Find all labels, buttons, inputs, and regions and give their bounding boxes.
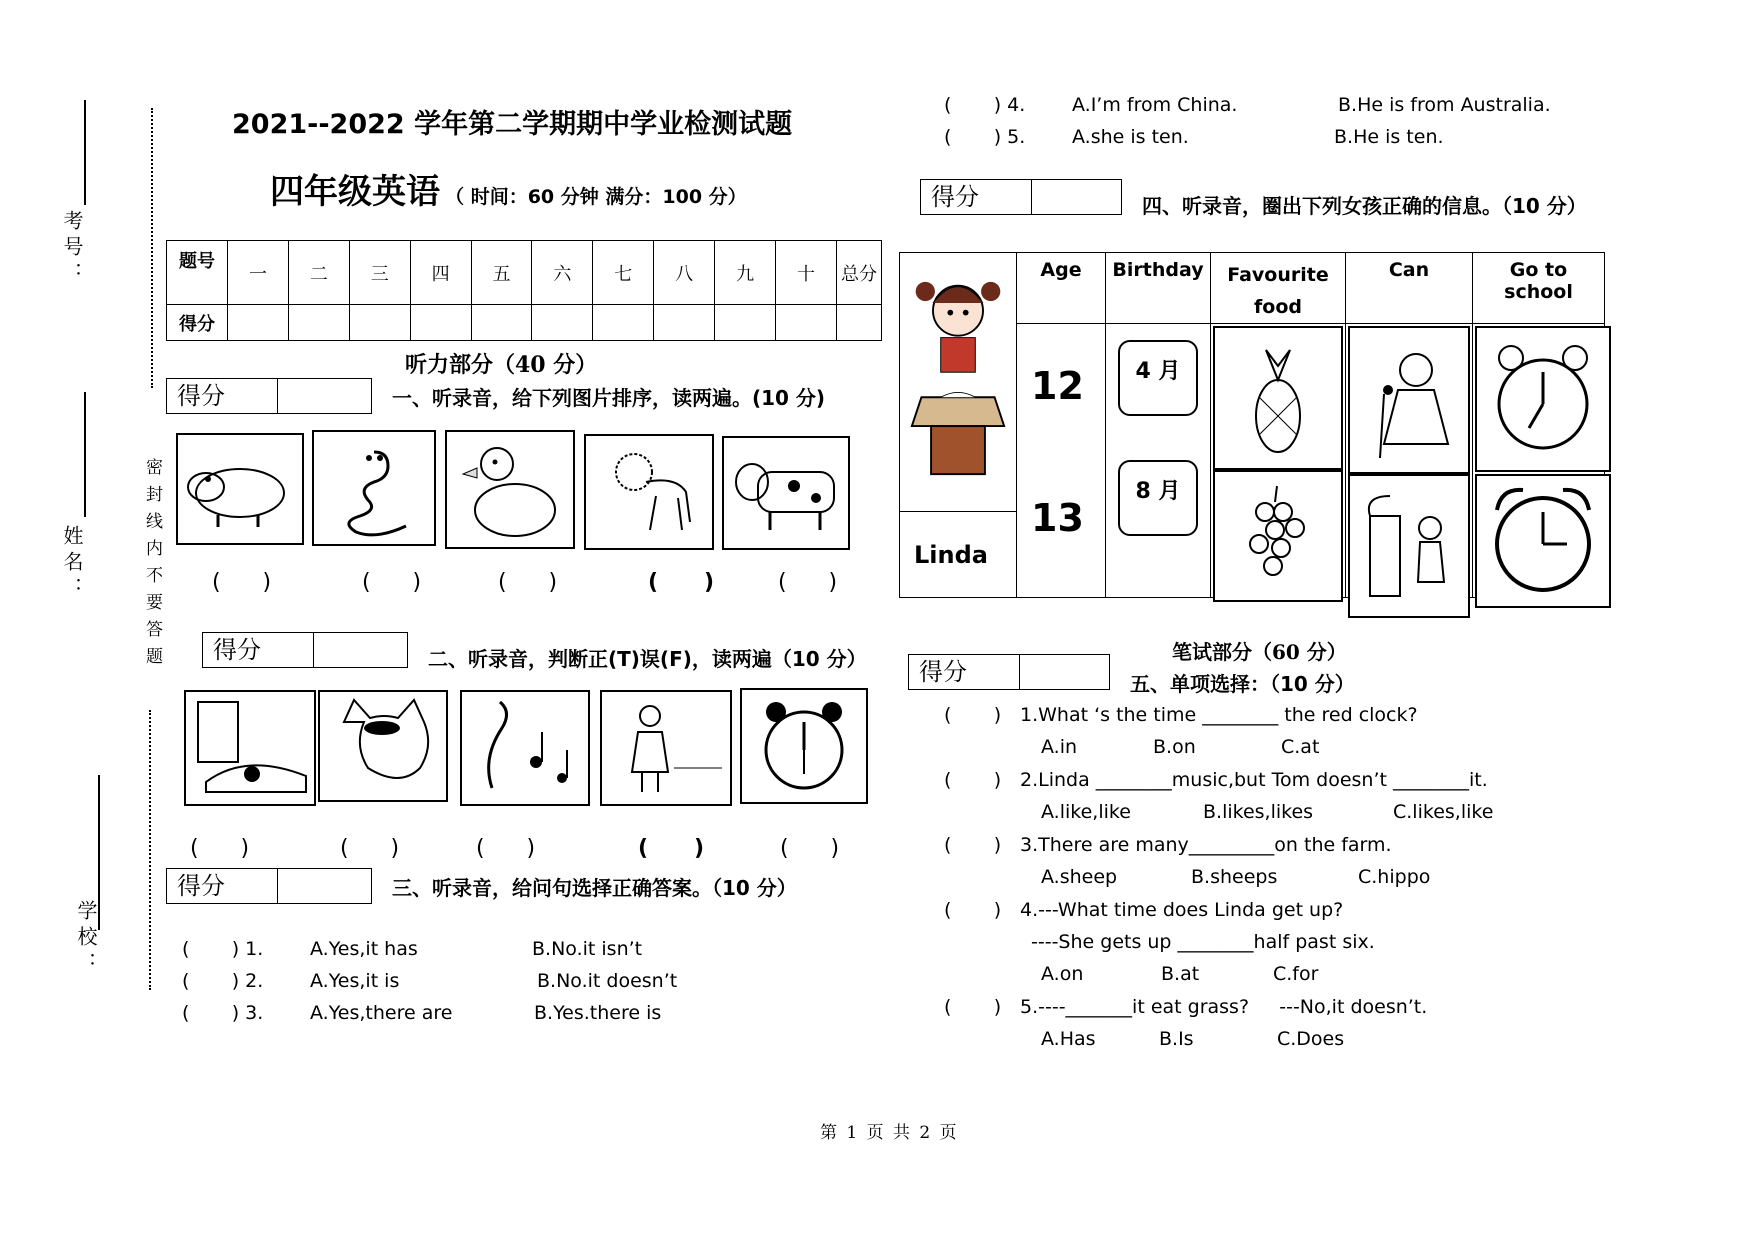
seal-dotted-line-bottom — [149, 710, 151, 990]
question-number: 5. — [1007, 126, 1026, 148]
birthday-option-april[interactable]: 4 月 — [1118, 340, 1198, 416]
clock-three-picture[interactable] — [1475, 474, 1611, 608]
score-col: 七 — [593, 241, 654, 305]
score-box-part1[interactable] — [166, 378, 372, 414]
birthday-cell — [1106, 324, 1211, 598]
linda-info-table — [899, 252, 1605, 598]
score-box-label: 得分 — [167, 379, 278, 413]
option-b: B.likes,likes — [1203, 801, 1314, 823]
option-b: B.He is ten. — [1334, 126, 1444, 148]
answer-paren[interactable]: ( ) — [638, 836, 705, 861]
subject-name: 四年级英语 — [270, 172, 440, 212]
birthday-option-august[interactable]: 8 月 — [1118, 460, 1198, 536]
score-cell[interactable] — [593, 305, 654, 341]
part1-title: 一、听录音，给下列图片排序，读两遍。(10 分) — [392, 386, 826, 410]
option-a: A.Yes,it is — [310, 970, 400, 992]
answer-paren[interactable]: ( ) — [944, 94, 1002, 116]
score-cell[interactable] — [776, 305, 837, 341]
age-option-13[interactable]: 13 — [1031, 496, 1084, 540]
answer-paren[interactable]: ( ) — [182, 970, 240, 992]
option-a: A.sheep — [1041, 866, 1118, 888]
score-box-label: 得分 — [909, 655, 1020, 689]
sleeping-picture — [184, 690, 316, 806]
option-b: B.He is from Australia. — [1338, 94, 1551, 116]
can-cell — [1346, 324, 1473, 598]
answer-paren[interactable]: ( ) — [182, 938, 240, 960]
score-table-row1-label: 题号 — [167, 241, 228, 305]
exam-no-label: 考号： — [60, 210, 84, 288]
page-number: 第 1 页 共 2 页 — [820, 1123, 959, 1143]
option-b: B.Yes.there is — [534, 1002, 662, 1024]
option-b: B.No.it isn’t — [532, 938, 643, 960]
option-b: B.No.it doesn’t — [537, 970, 678, 992]
score-cell[interactable] — [410, 305, 471, 341]
score-col: 五 — [471, 241, 532, 305]
option-a: A.I’m from China. — [1072, 94, 1238, 116]
question-number: 1. — [245, 938, 264, 960]
answer-paren[interactable]: ( ) — [944, 899, 1002, 921]
seal-text: 密封线内不要答题 — [142, 458, 162, 674]
score-cell[interactable] — [837, 305, 882, 341]
answer-paren[interactable]: ( ) — [944, 769, 1002, 791]
answer-paren[interactable]: ( ) — [362, 570, 422, 595]
option-a: A.like,like — [1041, 801, 1131, 823]
teacher-picture — [600, 690, 732, 806]
question-number: 2. — [245, 970, 264, 992]
piano-picture[interactable] — [1348, 474, 1470, 618]
score-box-label: 得分 — [921, 180, 1032, 214]
score-cell[interactable] — [228, 305, 289, 341]
option-c: C.hippo — [1358, 866, 1431, 888]
school-label: 学校： — [74, 900, 98, 978]
score-cell[interactable] — [532, 305, 593, 341]
answer-paren[interactable]: ( ) — [498, 570, 558, 595]
pineapple-picture[interactable] — [1213, 326, 1343, 470]
answer-paren[interactable]: ( ) — [476, 836, 536, 861]
score-col: 四 — [410, 241, 471, 305]
question-number: 3. — [245, 1002, 264, 1024]
part3-question-2 — [182, 970, 263, 992]
score-cell[interactable] — [715, 305, 776, 341]
part4-title: 四、听录音，圈出下列女孩正确的信息。（10 分） — [1142, 194, 1587, 218]
option-a: A.she is ten. — [1072, 126, 1189, 148]
answer-paren[interactable]: ( ) — [182, 1002, 240, 1024]
answer-paren[interactable]: ( ) — [648, 570, 715, 595]
score-table-row2-label: 得分 — [167, 305, 228, 341]
answer-paren[interactable]: ( ) — [944, 126, 1002, 148]
score-box-label: 得分 — [167, 869, 278, 903]
answer-paren[interactable]: ( ) — [340, 836, 400, 861]
option-a: A.on — [1041, 963, 1084, 985]
score-col: 一 — [228, 241, 289, 305]
answer-paren[interactable]: ( ) — [778, 570, 838, 595]
option-a: A.in — [1041, 736, 1078, 758]
clock-picture — [740, 688, 868, 804]
girl-portrait-cell — [900, 253, 1017, 512]
singing-picture[interactable] — [1348, 326, 1470, 474]
clock-seven-picture[interactable] — [1475, 326, 1611, 472]
part3-question-5 — [944, 126, 1025, 148]
option-b: B.sheeps — [1191, 866, 1278, 888]
part3-title: 三、听录音，给问句选择正确答案。（10 分） — [392, 876, 797, 900]
score-col-total: 总分 — [837, 241, 882, 305]
score-col: 二 — [288, 241, 349, 305]
score-col: 八 — [654, 241, 715, 305]
part3-question-3 — [182, 1002, 263, 1024]
girl-name: Linda — [900, 512, 1017, 598]
mc-question-4: 4.---What time does Linda get up? — [1020, 899, 1344, 921]
written-heading: 笔试部分（60 分） — [1172, 640, 1347, 664]
score-box-part4[interactable] — [920, 179, 1122, 215]
score-col: 六 — [532, 241, 593, 305]
question-number: 4. — [1007, 94, 1026, 116]
answer-paren[interactable]: ( ) — [944, 704, 1002, 726]
score-box-label: 得分 — [203, 633, 314, 667]
cow-picture — [722, 436, 850, 550]
score-box-part5[interactable] — [908, 654, 1110, 690]
exam-no-line — [84, 100, 86, 205]
score-cell[interactable] — [288, 305, 349, 341]
snake-picture — [312, 430, 436, 546]
option-c: C.likes,like — [1393, 801, 1494, 823]
grapes-picture[interactable] — [1213, 470, 1343, 602]
exam-meta: （ 时间：60 分钟 满分：100 分） — [445, 186, 747, 208]
score-col: 九 — [715, 241, 776, 305]
girl-at-desk-picture — [900, 253, 1016, 503]
age-option-12[interactable]: 12 — [1031, 364, 1084, 408]
age-cell — [1017, 324, 1106, 598]
option-a: A.Has — [1041, 1028, 1096, 1050]
header-birthday: Birthday — [1106, 253, 1211, 324]
score-cell[interactable] — [349, 305, 410, 341]
music-picture — [460, 690, 590, 806]
option-c: C.at — [1281, 736, 1320, 758]
answer-paren[interactable]: ( ) — [944, 834, 1002, 856]
option-a: A.Yes,it has — [310, 938, 418, 960]
score-table — [166, 240, 882, 341]
score-col: 三 — [349, 241, 410, 305]
mc-question-1: 1.What ‘s the time ________ the red clock? — [1020, 704, 1418, 726]
option-b: B.on — [1153, 736, 1196, 758]
listening-heading: 听力部分（40 分） — [405, 352, 598, 378]
score-box-part2[interactable] — [202, 632, 408, 668]
score-cell[interactable] — [471, 305, 532, 341]
header-age: Age — [1017, 253, 1106, 324]
answer-paren[interactable]: ( ) — [780, 836, 840, 861]
answer-paren[interactable]: ( ) — [944, 996, 1002, 1018]
part3-question-4 — [944, 94, 1025, 116]
mc-question-2: 2.Linda ________music,but Tom doesn’t ________it. — [1020, 769, 1488, 791]
header-favourite-food: Favourite food — [1211, 253, 1346, 324]
name-line — [84, 392, 86, 517]
option-c: C.Does — [1277, 1028, 1345, 1050]
option-c: C.for — [1273, 963, 1319, 985]
duck-picture — [445, 430, 575, 549]
option-b: B.at — [1161, 963, 1200, 985]
option-b: B.Is — [1159, 1028, 1194, 1050]
cat-picture — [318, 690, 448, 802]
hippo-picture — [176, 433, 304, 545]
part5-title: 五、单项选择：（10 分） — [1130, 672, 1355, 696]
food-cell — [1211, 324, 1346, 598]
answer-paren[interactable]: ( ) — [212, 570, 272, 595]
header-can: Can — [1346, 253, 1473, 324]
mc-question-4-line2: ----She gets up ________half past six. — [1031, 931, 1375, 953]
mc-question-5: 5.----_______it eat grass? ---No,it doesn’t. — [1020, 996, 1428, 1018]
exam-title: 2021--2022 学年第二学期期中学业检测试题 — [232, 109, 793, 140]
mc-question-3: 3.There are many_________on the farm. — [1020, 834, 1392, 856]
name-label: 姓名： — [60, 525, 84, 603]
lion-picture — [584, 434, 714, 550]
school-time-cell — [1473, 324, 1605, 598]
score-col: 十 — [776, 241, 837, 305]
option-a: A.Yes,there are — [310, 1002, 453, 1024]
score-box-part3[interactable] — [166, 868, 372, 904]
seal-dotted-line-top — [151, 108, 153, 388]
part3-question-1 — [182, 938, 263, 960]
score-cell[interactable] — [654, 305, 715, 341]
header-go-to-school: Go to school — [1473, 253, 1605, 324]
subject-line — [270, 164, 747, 213]
part2-title: 二、听录音，判断正(T)误(F)，读两遍（10 分） — [428, 647, 867, 671]
answer-paren[interactable]: ( ) — [190, 836, 250, 861]
